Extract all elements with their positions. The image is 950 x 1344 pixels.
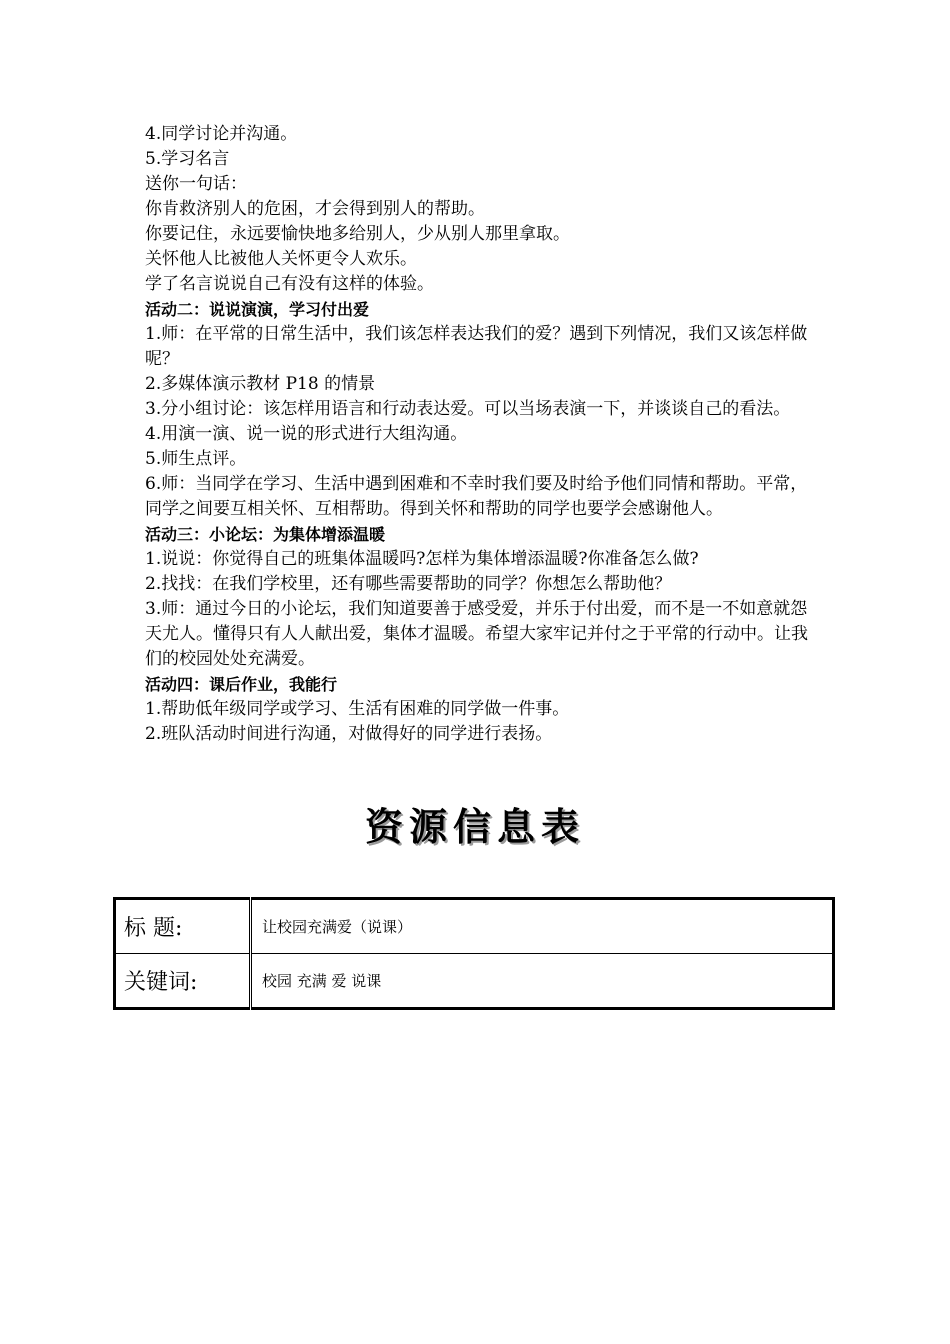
- lesson-plan-body: [145, 122, 813, 747]
- text-line: 1.帮助低年级同学或学习、生活有困难的同学做一件事。: [145, 699, 570, 719]
- title-label: 标 题:: [115, 899, 251, 954]
- text-line: 1.师：在平常的日常生活中，我们该怎样表达我们的爱？遇到下列情况，我们又该怎样做呢？: [145, 324, 808, 369]
- text-line: 2.多媒体演示教材 P18 的情景: [145, 374, 376, 394]
- text-line: 3.师：通过今日的小论坛，我们知道要善于感受爱，并乐于付出爱，而不是一不如意就怨天尤人。懂得只有人人献出爱，集体才温暖。希望大家牢记并付之于平常的行动中。让我们的校园处处充满爱。: [145, 599, 808, 669]
- text-line: 送你一句话：: [145, 174, 247, 194]
- text-line: 2.班队活动时间进行沟通，对做得好的同学进行表扬。: [145, 724, 553, 744]
- text-line: 4.用演一演、说一说的形式进行大组沟通。: [145, 424, 468, 444]
- text-line: 你肯救济别人的危困，才会得到别人的帮助。: [145, 199, 485, 219]
- resource-info-title: 资源信息表: [364, 805, 585, 849]
- text-line: 关怀他人比被他人关怀更令人欢乐。: [145, 249, 417, 269]
- text-line: 你要记住，永远要愉快地多给别人，少从别人那里拿取。: [145, 224, 570, 244]
- title-value: 让校园充满爱（说课）: [251, 899, 834, 954]
- text-line: 3.分小组讨论：该怎样用语言和行动表达爱。可以当场表演一下，并谈谈自己的看法。: [145, 399, 791, 419]
- text-line: 2.找找：在我们学校里，还有哪些需要帮助的同学？你想怎么帮助他？: [145, 574, 672, 594]
- activity-heading: 活动四：课后作业，我能行: [145, 675, 338, 694]
- keywords-label: 关键词:: [115, 954, 251, 1009]
- keywords-value: 校园 充满 爱 说课: [251, 954, 834, 1009]
- resource-info-table: [113, 897, 835, 1010]
- activity-heading: 活动三：小论坛：为集体增添温暖: [145, 525, 386, 544]
- text-line: 5.师生点评。: [145, 449, 247, 469]
- text-line: 5.学习名言: [145, 149, 230, 169]
- activity-heading: 活动二：说说演演，学习付出爱: [145, 300, 370, 319]
- table-row-keywords: [115, 954, 834, 1009]
- text-line: 4.同学讨论并沟通。: [145, 124, 298, 144]
- table-row-title: [115, 899, 834, 954]
- text-line: 学了名言说说自己有没有这样的体验。: [145, 274, 434, 294]
- text-line: 6.师：当同学在学习、生活中遇到困难和不幸时我们要及时给予他们同情和帮助。平常，同学之间要互相关怀、互相帮助。得到关怀和帮助的同学也要学会感谢他人。: [145, 474, 808, 519]
- text-line: 1.说说：你觉得自己的班集体温暖吗?怎样为集体增添温暖?你准备怎么做?: [145, 549, 699, 569]
